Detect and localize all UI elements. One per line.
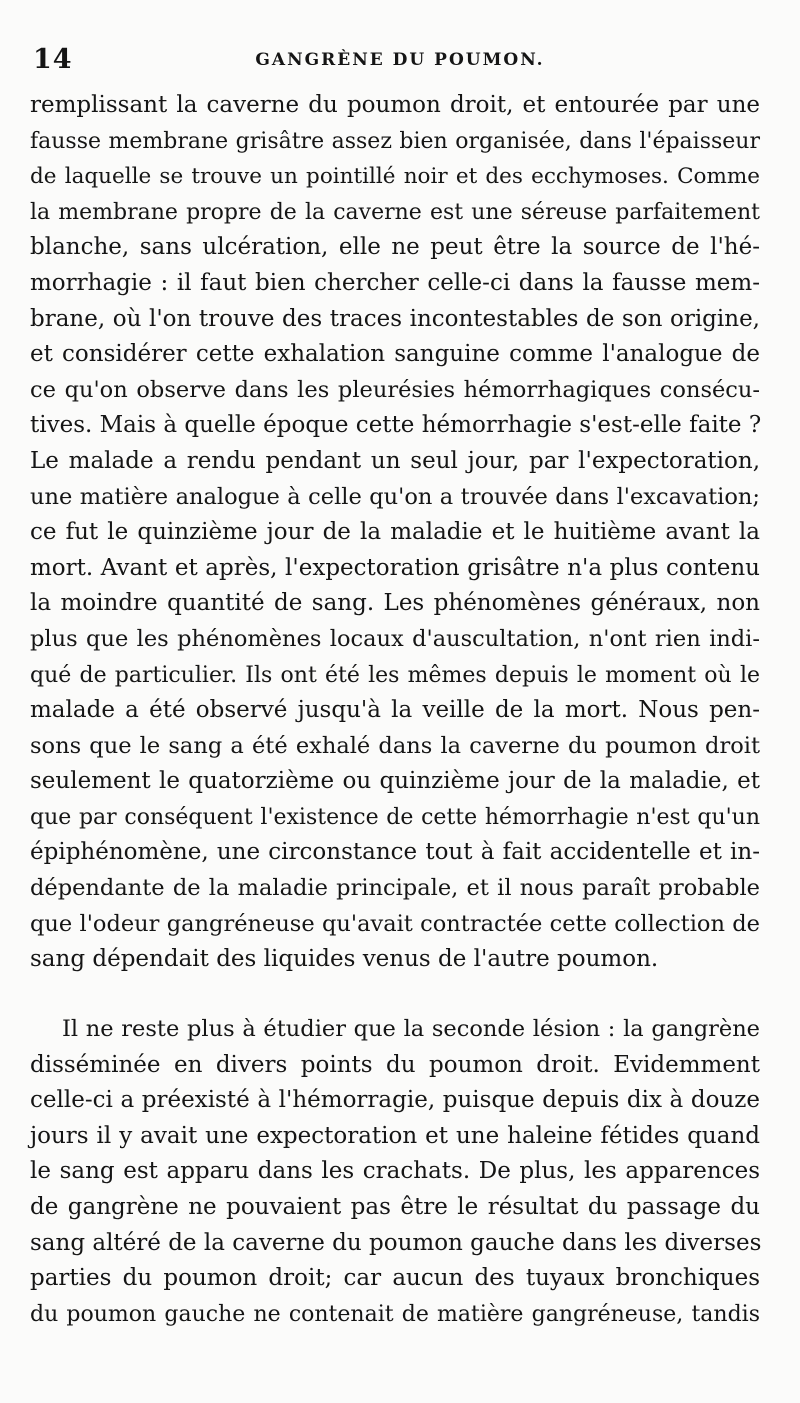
- text-line: sang altéré de la caverne du poumon gauche dans les diverses: [30, 1229, 762, 1256]
- text-line: seulement le quatorzième ou quinzième jour de la maladie, et: [30, 768, 760, 795]
- text-line: fausse membrane grisâtre assez bien organisée, dans l'épaisseur: [30, 128, 760, 154]
- text-line: parties du poumon droit; car aucun des tuyaux bronchiques: [30, 1265, 760, 1292]
- text-line: blanche, sans ulcération, elle ne peut être la source de l'hé-: [30, 234, 760, 261]
- text-line: de laquelle se trouve un pointillé noir et des ecchymoses. Comme: [30, 164, 760, 190]
- text-line: épiphénomène, une circonstance tout à fait accidentelle et in-: [30, 839, 760, 866]
- text-line: du poumon gauche ne contenait de matière gangréneuse, tandis: [30, 1301, 760, 1327]
- text-line: remplissant la caverne du poumon droit, et entourée par une: [30, 92, 760, 118]
- text-line: que par conséquent l'existence de cette hémorrhagie n'est qu'un: [30, 804, 760, 830]
- page-number: 14: [33, 44, 73, 75]
- text-line: ce fut le quinzième jour de la maladie et le huitième avant la: [30, 519, 760, 546]
- text-line: ce qu'on observe dans les pleurésies hémorrhagiques consécu-: [30, 376, 760, 403]
- text-line: celle-ci a préexisté à l'hémorragie, puisque depuis dix à douze: [30, 1087, 760, 1114]
- text-line: sang dépendait des liquides venus de l'autre poumon.: [30, 946, 659, 973]
- running-title: GANGRÈNE DU POUMON.: [255, 50, 545, 70]
- text-line: brane, où l'on trouve des traces incontestables de son origine,: [30, 305, 760, 332]
- text-line: malade a été observé jusqu'à la veille de la mort. Nous pen-: [30, 697, 760, 724]
- text-line: mort. Avant et après, l'expectoration grisâtre n'a plus contenu: [30, 554, 760, 581]
- text-line: le sang est apparu dans les crachats. De plus, les apparences: [30, 1158, 760, 1185]
- text-line: Il ne reste plus à étudier que la seconde lésion : la gangrène: [62, 1016, 760, 1042]
- text-line: la membrane propre de la caverne est une séreuse parfaitement: [30, 199, 760, 225]
- text-line: sons que le sang a été exhalé dans la caverne du poumon droit: [30, 732, 760, 759]
- text-line: et considérer cette exhalation sanguine comme l'analogue de: [30, 341, 760, 368]
- text-line: la moindre quantité de sang. Les phénomènes généraux, non: [30, 590, 760, 617]
- paragraph-2: [30, 1012, 760, 1332]
- paragraph-1: [30, 88, 760, 978]
- text-line: morrhagie : il faut bien chercher celle-ci dans la fausse mem-: [30, 269, 760, 296]
- text-line: plus que les phénomènes locaux d'auscultation, n'ont rien indi-: [30, 625, 760, 652]
- text-line: disséminée en divers points du poumon droit. Evidemment: [30, 1051, 760, 1078]
- text-line: qué de particulier. Ils ont été les mêmes depuis le moment où le: [30, 662, 760, 688]
- text-line: tives. Mais à quelle époque cette hémorrhagie s'est-elle faite ?: [30, 412, 762, 439]
- text-line: jours il y avait une expectoration et une haleine fétides quand: [30, 1122, 760, 1149]
- text-line: Le malade a rendu pendant un seul jour, par l'expectoration,: [30, 447, 760, 474]
- text-line: dépendante de la maladie principale, et il nous paraît probable: [30, 875, 760, 902]
- text-line: que l'odeur gangréneuse qu'avait contractée cette collection de: [30, 910, 760, 937]
- text-line: de gangrène ne pouvaient pas être le résultat du passage du: [30, 1193, 760, 1220]
- text-line: une matière analogue à celle qu'on a trouvée dans l'excavation;: [30, 483, 760, 510]
